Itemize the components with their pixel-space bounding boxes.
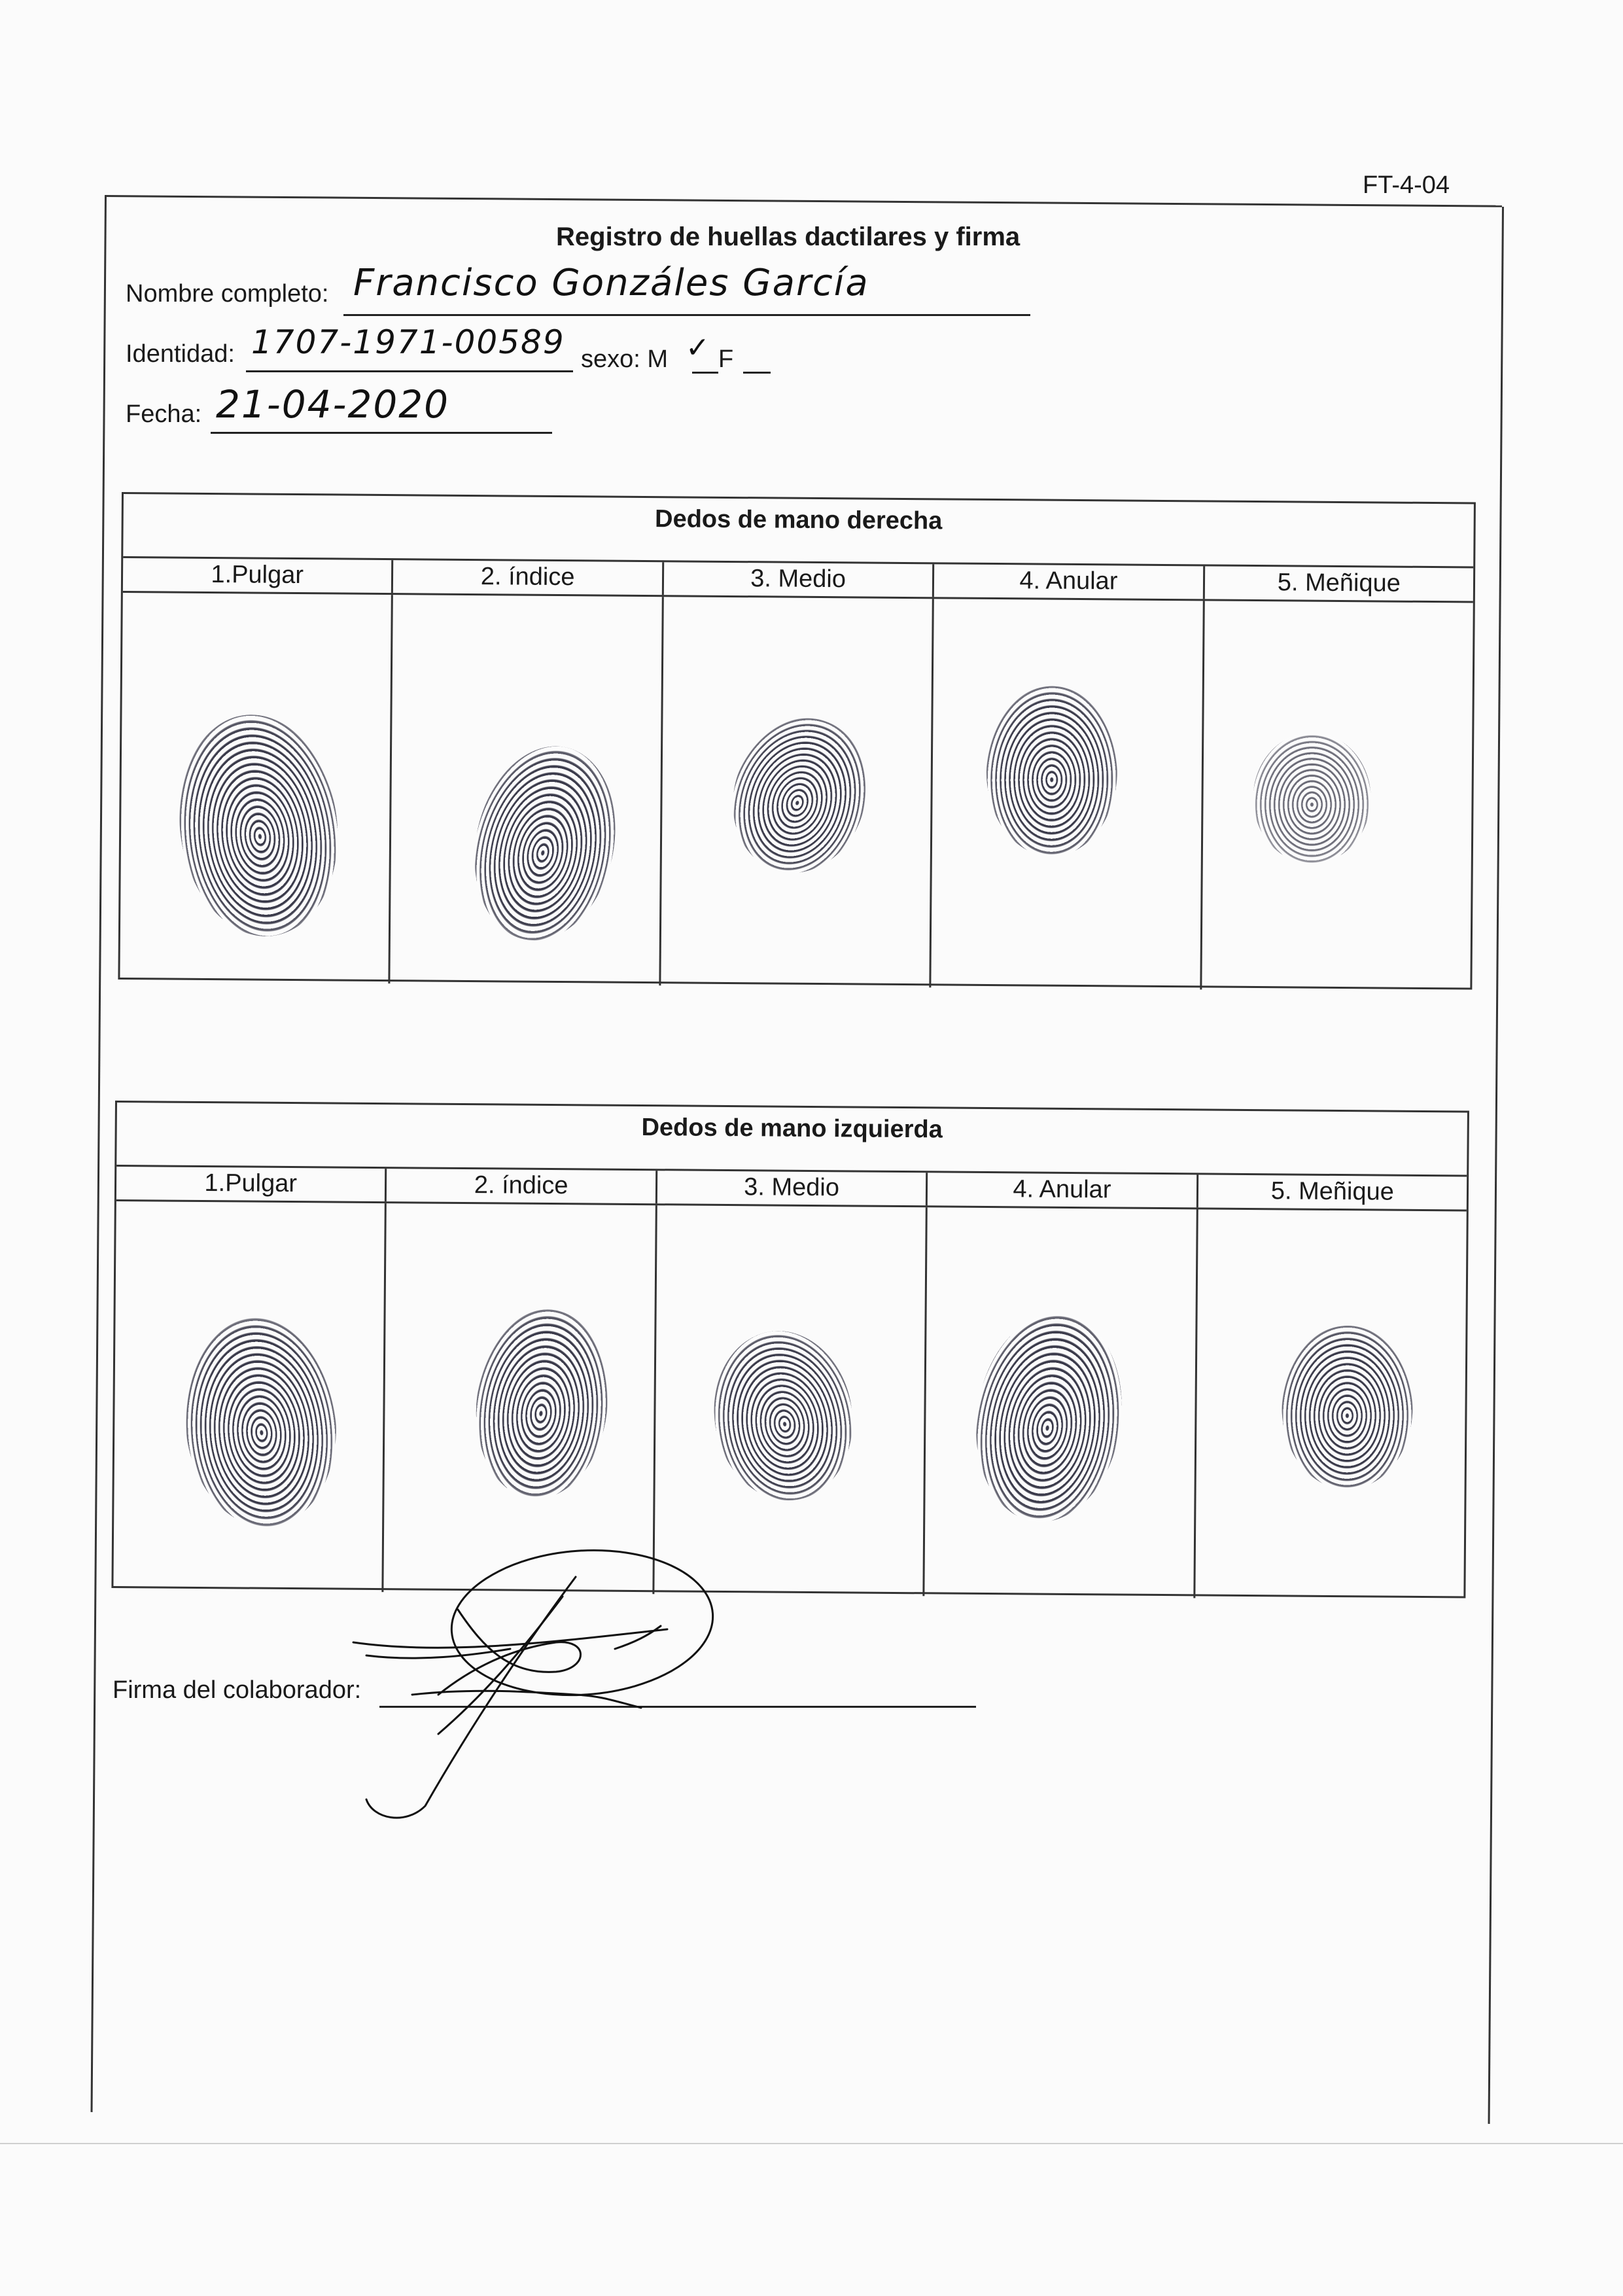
left-indice-fingerprint	[466, 1303, 618, 1506]
sexo-label: sexo: M	[581, 345, 669, 373]
identidad-label: Identidad:	[126, 340, 235, 368]
form-code: FT-4-04	[1363, 171, 1450, 199]
fecha-line	[211, 432, 552, 434]
left-col-pulgar: 1.Pulgar	[116, 1167, 387, 1201]
right-hand-table	[118, 492, 1476, 990]
left-col-medio: 3. Medio	[657, 1171, 928, 1205]
right-col-pulgar: 1.Pulgar	[123, 558, 394, 593]
right-col-medio: 3. Medio	[664, 562, 935, 597]
right-pulgar-fingerprint	[166, 705, 351, 946]
nombre-value[interactable]: Francisco Gonzáles García	[353, 262, 869, 304]
sexo-f-label: F	[718, 345, 734, 373]
left-hand-table	[111, 1101, 1469, 1598]
left-pulgar-fingerprint	[175, 1311, 345, 1534]
left-hand-title: Dedos de mano izquierda	[116, 1103, 1467, 1176]
left-cell-menique[interactable]	[1195, 1209, 1467, 1600]
left-medio-fingerprint	[701, 1320, 865, 1511]
signature-label: Firma del colaborador:	[113, 1676, 362, 1704]
left-menique-fingerprint	[1281, 1325, 1413, 1489]
fecha-label: Fecha:	[126, 400, 202, 428]
fecha-value[interactable]: 21-04-2020	[216, 382, 450, 427]
right-cell-indice[interactable]	[391, 595, 664, 985]
right-cell-pulgar[interactable]	[120, 593, 393, 983]
right-col-indice: 2. índice	[393, 560, 664, 595]
right-indice-fingerprint	[457, 733, 634, 954]
left-col-indice: 2. índice	[387, 1169, 657, 1203]
right-cell-menique[interactable]	[1202, 601, 1473, 991]
right-medio-fingerprint	[713, 700, 887, 891]
right-col-anular: 4. Anular	[934, 564, 1205, 599]
left-cell-anular[interactable]	[925, 1207, 1198, 1598]
frame-left-border	[91, 195, 107, 2112]
nombre-label: Nombre completo:	[126, 280, 329, 308]
right-hand-title: Dedos de mano derecha	[123, 494, 1474, 568]
frame-top-border	[105, 195, 1502, 207]
right-anular-fingerprint	[986, 686, 1118, 857]
sexo-m-line	[692, 372, 718, 374]
signature-drawing	[340, 1498, 785, 1839]
right-menique-fingerprint	[1252, 732, 1370, 864]
left-anular-fingerprint	[962, 1303, 1136, 1532]
nombre-line	[343, 314, 1030, 316]
identidad-value[interactable]: 1707-1971-00589	[251, 323, 565, 361]
left-col-menique: 5. Meñique	[1270, 1177, 1394, 1206]
right-cell-medio[interactable]	[661, 597, 934, 987]
left-col-anular: 4. Anular	[928, 1173, 1198, 1207]
right-cell-anular[interactable]	[932, 599, 1205, 989]
form-title: Registro de huellas dactilares y firma	[556, 222, 1021, 251]
right-col-menique: 5. Meñique	[1277, 569, 1401, 597]
frame-right-border	[1488, 207, 1504, 2124]
sexo-f-line[interactable]	[743, 372, 771, 374]
identidad-line	[246, 370, 573, 372]
page-bottom-rule	[0, 2143, 1623, 2144]
sexo-m-check[interactable]: ✓	[686, 331, 711, 364]
